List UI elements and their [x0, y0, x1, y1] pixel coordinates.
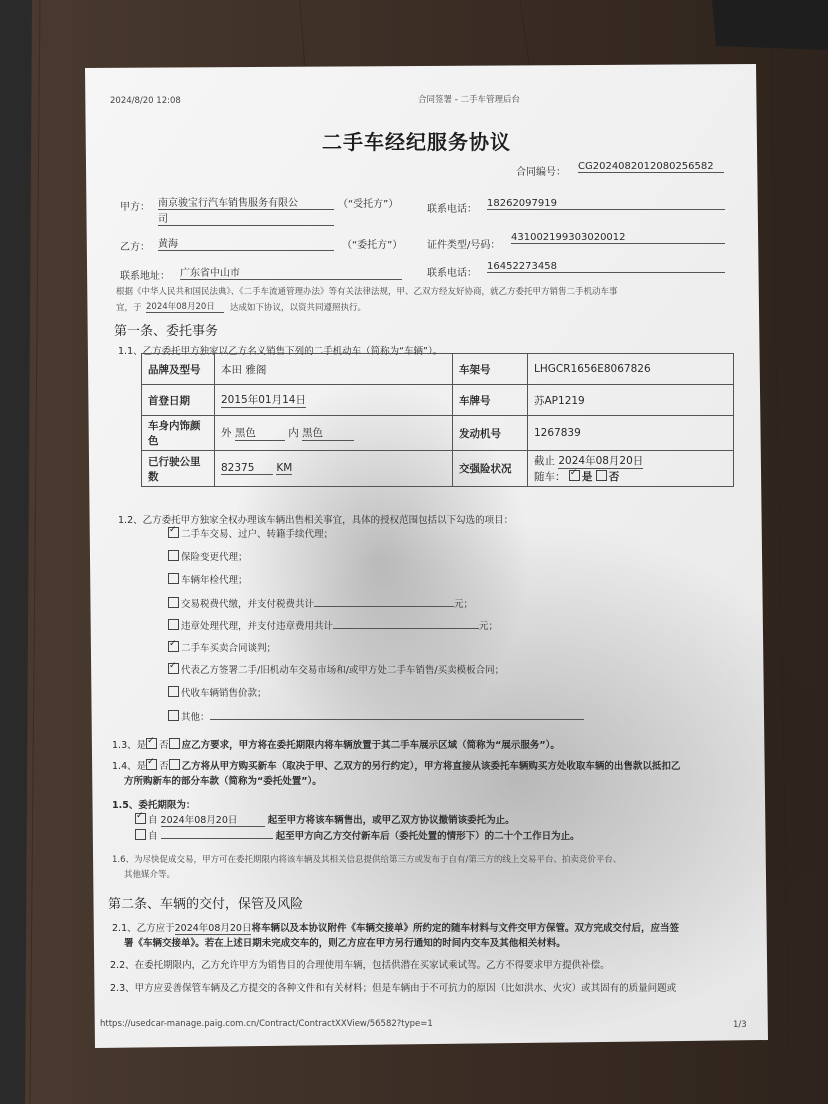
- reg-date-value: 2015年01月14日: [221, 394, 306, 406]
- clause-1-6: 1.6、为尽快促成交易，甲方可在委托期限内将该车辆及其相关信息提供给第三方或发布于自有/第三方的线上交易平台、拍卖竞价平台、: [112, 855, 622, 865]
- term-option-2-pre: 自: [148, 831, 158, 842]
- print-datetime: 2024/8/20 12:08: [110, 96, 181, 106]
- term-option-1-date: 2024年08月20日: [161, 812, 265, 827]
- clause-1-3-no: 否: [159, 740, 169, 751]
- authorization-item-text: 违章处理代理，并支付违章费用共计: [181, 621, 334, 632]
- footer-url: https://usedcar-manage.paig.com.cn/Contract/ContractXXView/56582?type=1: [100, 1019, 433, 1029]
- party-b-label: 乙方：: [120, 242, 150, 253]
- authorization-item-text: 其他：: [181, 712, 210, 723]
- with-car-yes-label: 是: [581, 471, 593, 483]
- vin-label: 车架号: [453, 354, 528, 385]
- footer-page: 1/3: [733, 1020, 747, 1030]
- clause-1-1: 1.1、乙方委托甲方独家以乙方名义销售下列的二手机动车（简称为“车辆”）。: [118, 346, 443, 357]
- clause-1-3-text: 应乙方要求，甲方将在委托期限内将车辆放置于其二手车展示区域（简称为“展示服务”）。: [181, 740, 560, 751]
- party-b-name: 黄海: [158, 235, 334, 251]
- authorization-item-text: 交易税费代缴，并支付税费共计: [181, 599, 315, 610]
- authorization-item-text: 车辆年检代理；: [181, 575, 248, 586]
- contract-no-value: CG20240820120802565​82: [578, 161, 724, 173]
- clause-1-3-yes: 1.3、是: [112, 740, 147, 751]
- reg-date-label: 首登日期: [142, 385, 215, 416]
- section-2-heading: 第二条、车辆的交付，保管及风险: [108, 897, 304, 912]
- party-a-phone-label: 联系电话：: [427, 204, 477, 215]
- contract-no-label: 合同编号：: [516, 167, 566, 178]
- authorization-item-text: 二手车买卖合同谈判；: [181, 643, 277, 654]
- authorization-item-suffix: 元；: [479, 621, 499, 632]
- engine-label: 发动机号: [453, 416, 528, 451]
- insurance-until-prefix: 截止: [534, 455, 555, 467]
- authorization-item-text: 二手车交易、过户、转籍手续代理；: [181, 529, 334, 540]
- party-b-role: （“委托方”）: [342, 240, 403, 251]
- mileage-label: 已行驶公里: [148, 455, 201, 468]
- term-option-1-pre: 自: [148, 815, 158, 826]
- party-b-id: 431002199303020012: [511, 232, 725, 244]
- section-1-heading: 第一条、委托事务: [114, 324, 219, 339]
- exterior-color: 黑色: [235, 425, 285, 441]
- exterior-prefix: 外: [221, 427, 232, 439]
- color-label-cont: 色: [148, 435, 159, 447]
- intro-line-2-pre: 宜，于: [116, 303, 142, 313]
- intro-line-2-post: 达成如下协议，以资共同遵照执行。: [230, 303, 367, 313]
- mileage-unit: KM: [276, 462, 293, 474]
- term-option-1-text: 起至甲方将该车辆售出，或甲乙双方协议撤销该委托为止。: [267, 815, 515, 826]
- color-label: 车身内饰颜: [148, 420, 201, 432]
- clause-1-4-yes: 1.4、是: [112, 761, 147, 772]
- intro-line-1: 根据《中华人民共和国民法典》、《二手车流通管理办法》等有关法律法规，甲、乙双方经友好协商，就乙方委托甲方销售二手机动车事: [116, 287, 618, 297]
- with-car-no-label: 否: [608, 471, 620, 483]
- engine-value: 1267839: [528, 416, 734, 451]
- interior-color: 黑色: [302, 425, 354, 441]
- clause-2-1-text: 将车辆以及本协议附件《车辆交接单》所约定的随车材料与文件交甲方保管。双方完成交付后，应当签: [251, 923, 679, 934]
- brand-label: 品牌及型号: [142, 354, 215, 385]
- party-a-role: （“受托方”）: [338, 199, 399, 210]
- clause-1-4-no: 否: [159, 761, 169, 772]
- authorization-item-text: 代收车辆销售价款；: [181, 688, 267, 699]
- vin-value: LHGCR1656E8067826: [528, 354, 734, 385]
- clause-1-6-line2: 其他媒介等。: [124, 870, 176, 880]
- clause-1-2: 1.2、乙方委托甲方独家全权办理该车辆出售相关事宜，具体的授权范围包括以下勾选的项目：: [118, 515, 514, 526]
- party-b-phone: 16452273458: [487, 261, 725, 273]
- clause-1-4-text: 乙方将从甲方购买新车（取决于甲、乙双方的另行约定），甲方将直接从该委托车辆购买方处收取车辆的出售款以抵扣乙: [181, 761, 681, 772]
- clause-2-3: 2.3、甲方应妥善保管车辆及乙方提交的各种文件和有关材料；但是车辆由于不可抗力的原因（比如洪水、火灾）或其固有的质量问题或: [110, 983, 677, 994]
- interior-prefix: 内: [288, 427, 299, 439]
- party-b-id-label: 证件类型/号码：: [427, 240, 501, 251]
- with-car-label: 随车：: [534, 471, 566, 483]
- plate-label: 车牌号: [453, 385, 528, 416]
- authorization-item-text: 保险变更代理；: [181, 552, 248, 563]
- term-option-2-text: 起至甲方向乙方交付新车后（委托处置的情形下）的二十个工作日为止。: [275, 831, 580, 842]
- insurance-until-date: 2024年08月20日: [558, 455, 644, 467]
- mileage-label-cont: 数: [148, 470, 159, 483]
- party-a-label: 甲方：: [120, 202, 150, 213]
- clause-2-2: 2.2、在委托期限内，乙方允许甲方为销售目的合理使用车辆，包括供潜在买家试乘试驾。乙方不得要求甲方提供补偿。: [110, 960, 610, 971]
- party-a-name-cont: 司: [158, 210, 334, 226]
- party-a-phone: 18262097919: [487, 198, 725, 210]
- authorization-item-suffix: 元；: [454, 599, 474, 610]
- mileage-value: 82375: [221, 462, 273, 475]
- document-title: 二手车经纪服务协议: [322, 130, 511, 154]
- print-site-title: 合同签署 - 二手车管理后台: [418, 95, 520, 105]
- clause-2-1-pre: 2.1、乙方应于: [112, 923, 175, 934]
- clause-1-5-label: 1.5、委托期限为：: [112, 800, 196, 811]
- party-a-name: 南京骏宝行汽车销售服务有限公: [158, 194, 334, 210]
- insurance-label: 交强险状况: [453, 451, 528, 487]
- clause-1-4-line2: 方所购新车的部分车款（简称为“委托处置”）。: [124, 776, 322, 787]
- clause-2-1-line2: 署《车辆交接单》。若在上述日期未完成交车的，则乙方应在甲方另行通知的时间内交车及其他相关材料。: [124, 938, 566, 949]
- address-value: 广东省中山市: [180, 264, 402, 280]
- authorization-item-text: 代表乙方签署二手/旧机动车交易市场和/或甲方处二手车销售/买卖模板合同；: [181, 665, 505, 676]
- address-label: 联系地址：: [120, 271, 170, 282]
- clause-2-1-date: 2024年08月20日: [175, 920, 252, 935]
- party-b-phone-label: 联系电话：: [427, 268, 477, 279]
- brand-value: 本田 雅阁: [215, 354, 453, 385]
- plate-value: 苏AP1219: [528, 385, 734, 416]
- intro-date: 2024年08月20日: [146, 300, 224, 313]
